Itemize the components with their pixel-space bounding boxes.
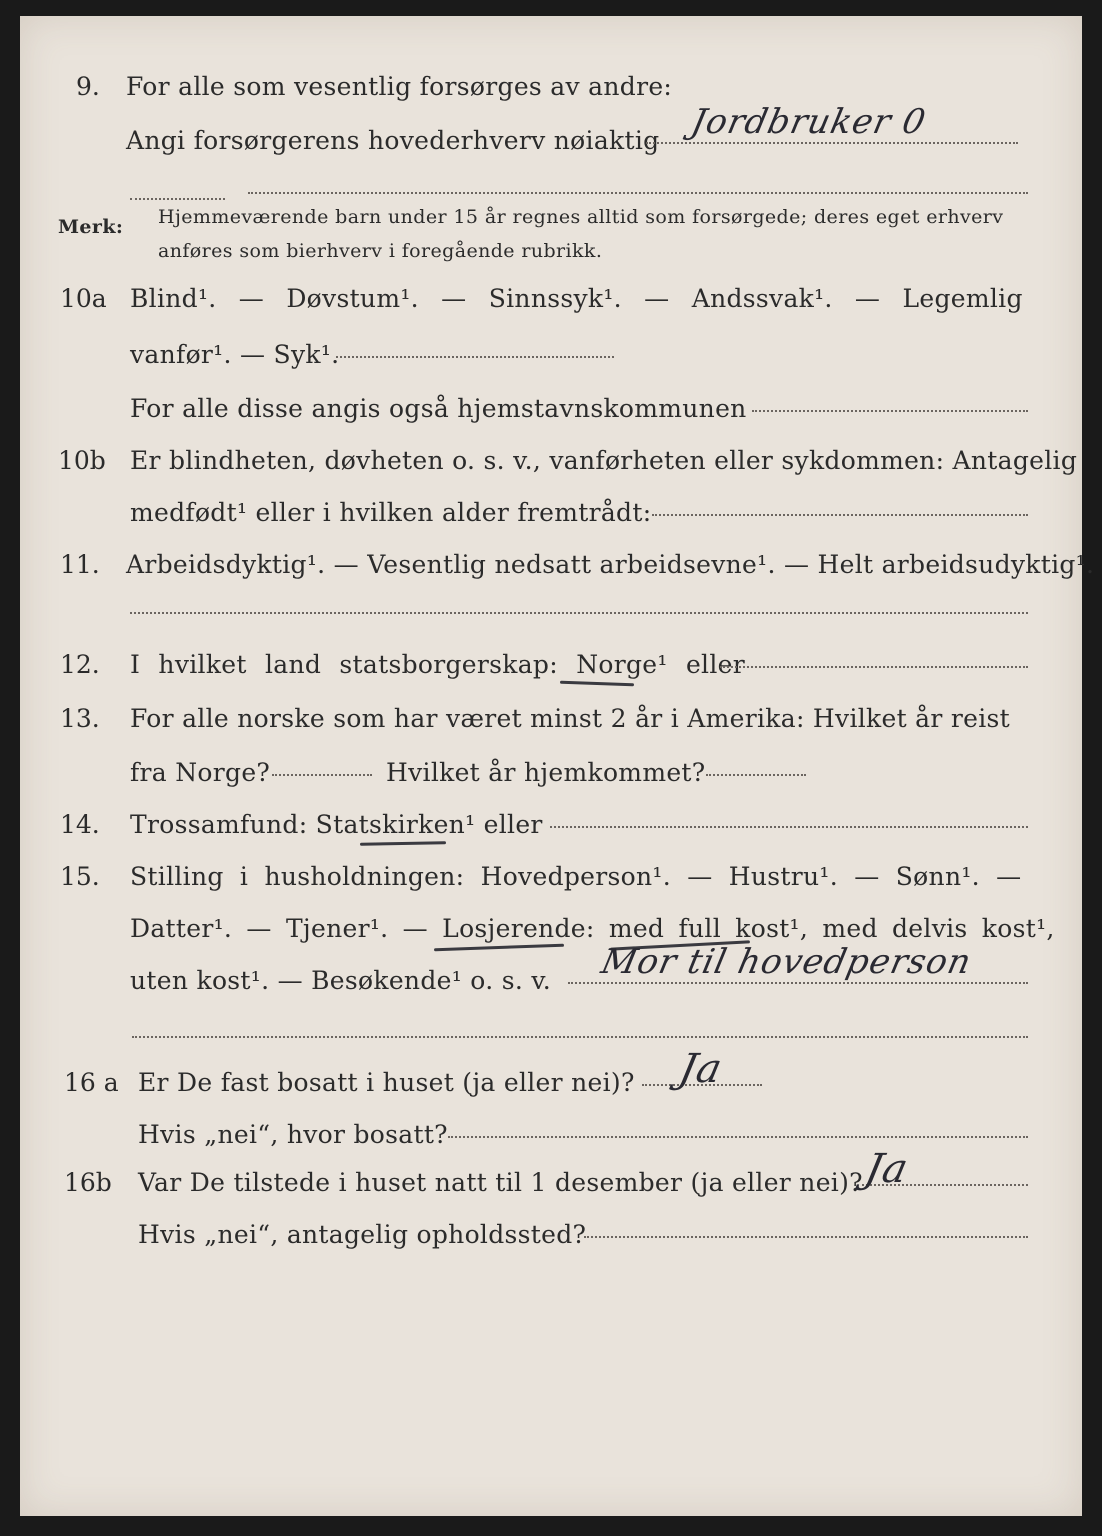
q15-line1: Stilling i husholdningen: Hovedperson¹. — Hustru¹. — Sønn¹. — <box>130 862 1022 891</box>
q15-line3: uten kost¹. — Besøkende¹ o. s. v. <box>130 966 552 995</box>
q9-line2: Angi forsørgerens hovederhverv nøiaktig <box>126 126 660 155</box>
q10b-line2: medfødt¹ eller i hvilken alder fremtrådt: <box>130 498 652 527</box>
merk-line2: anføres som bierhverv i foregående rubrikk. <box>158 240 603 262</box>
q9-handwritten-answer: Jordbruker 0 <box>687 102 930 142</box>
q10b-fill-line <box>652 514 1028 516</box>
q10b-line1: Er blindheten, døvheten o. s. v., vanførheten eller sykdommen: Antagelig <box>130 446 1078 475</box>
q16a-line2: Hvis „nei“, hvor bosatt? <box>138 1120 448 1149</box>
q9-fill-line <box>646 142 1018 144</box>
q16b-opholdssted-line <box>584 1236 1028 1238</box>
q15-fill-line <box>568 982 1028 984</box>
q13-line2b: Hvilket år hjemkommet? <box>386 758 706 787</box>
q12-norge-underline <box>560 681 634 687</box>
q16b-line1: Var De tilstede i huset natt til 1 desember (ja eller nei)? <box>138 1168 863 1197</box>
q11-line1: Arbeidsdyktig¹. — Vesentlig nedsatt arbeidsevne¹. — Helt arbeidsudyktig¹. <box>126 550 1095 579</box>
q10a-syk-line <box>336 356 614 358</box>
q9-number: 9. <box>76 72 100 101</box>
merk-label: Merk: <box>58 216 124 238</box>
q14-statskirken-underline <box>360 841 446 846</box>
q13-hjemkommet-line <box>706 774 806 776</box>
q10a-line1: Blind¹. — Døvstum¹. — Sinnssyk¹. — Andssvak¹. — Legemlig <box>130 284 1023 313</box>
q9-line1: For alle som vesentlig forsørges av andre: <box>126 72 673 101</box>
q14-line1: Trossamfund: Statskirken¹ eller <box>130 810 543 839</box>
q9-extra-line-b <box>248 192 1028 194</box>
q16b-handwritten-answer: Ja <box>861 1146 913 1192</box>
q10a-number: 10a <box>60 284 107 313</box>
q12-number: 12. <box>60 650 100 679</box>
q14-fill-line <box>550 826 1028 828</box>
q10a-hjemstavn-line <box>752 410 1028 412</box>
q9-extra-line-a <box>130 198 225 200</box>
q12-line1: I hvilket land statsborgerskap: Norge¹ eller <box>130 650 745 679</box>
q15-number: 15. <box>60 862 100 891</box>
q12-fill-line <box>720 666 1028 668</box>
q10b-number: 10b <box>58 446 106 475</box>
q13-line2a: fra Norge? <box>130 758 271 787</box>
q15-losjerende-underline <box>434 944 564 952</box>
q15-handwritten-answer: Mor til hovedperson <box>597 942 976 982</box>
q16b-number: 16b <box>64 1168 112 1197</box>
q10a-line2: vanfør¹. — Syk¹. <box>130 340 340 369</box>
q16a-number: 16 a <box>64 1068 119 1097</box>
q14-number: 14. <box>60 810 100 839</box>
q15-extra-line <box>132 1036 1028 1038</box>
q10a-line3: For alle disse angis også hjemstavnskommunen <box>130 394 747 423</box>
q13-number: 13. <box>60 704 100 733</box>
merk-line1: Hjemmeværende barn under 15 år regnes alltid som forsørgede; deres eget erhverv <box>158 206 1004 228</box>
q16a-bosatt-line <box>448 1136 1028 1138</box>
q13-line1: For alle norske som har været minst 2 år i Amerika: Hvilket år reist <box>130 704 1011 733</box>
q11-number: 11. <box>60 550 100 579</box>
q15-line2: Datter¹. — Tjener¹. — Losjerende: med full kost¹, med delvis kost¹, <box>130 914 1055 943</box>
q11-fill-line <box>130 612 1028 614</box>
q16a-line1: Er De fast bosatt i huset (ja eller nei)? <box>138 1068 635 1097</box>
q13-reist-line <box>272 774 372 776</box>
census-form-page <box>20 16 1095 1516</box>
q16b-line2: Hvis „nei“, antagelig opholdssted? <box>138 1220 587 1249</box>
q16a-handwritten-answer: Ja <box>675 1046 727 1092</box>
